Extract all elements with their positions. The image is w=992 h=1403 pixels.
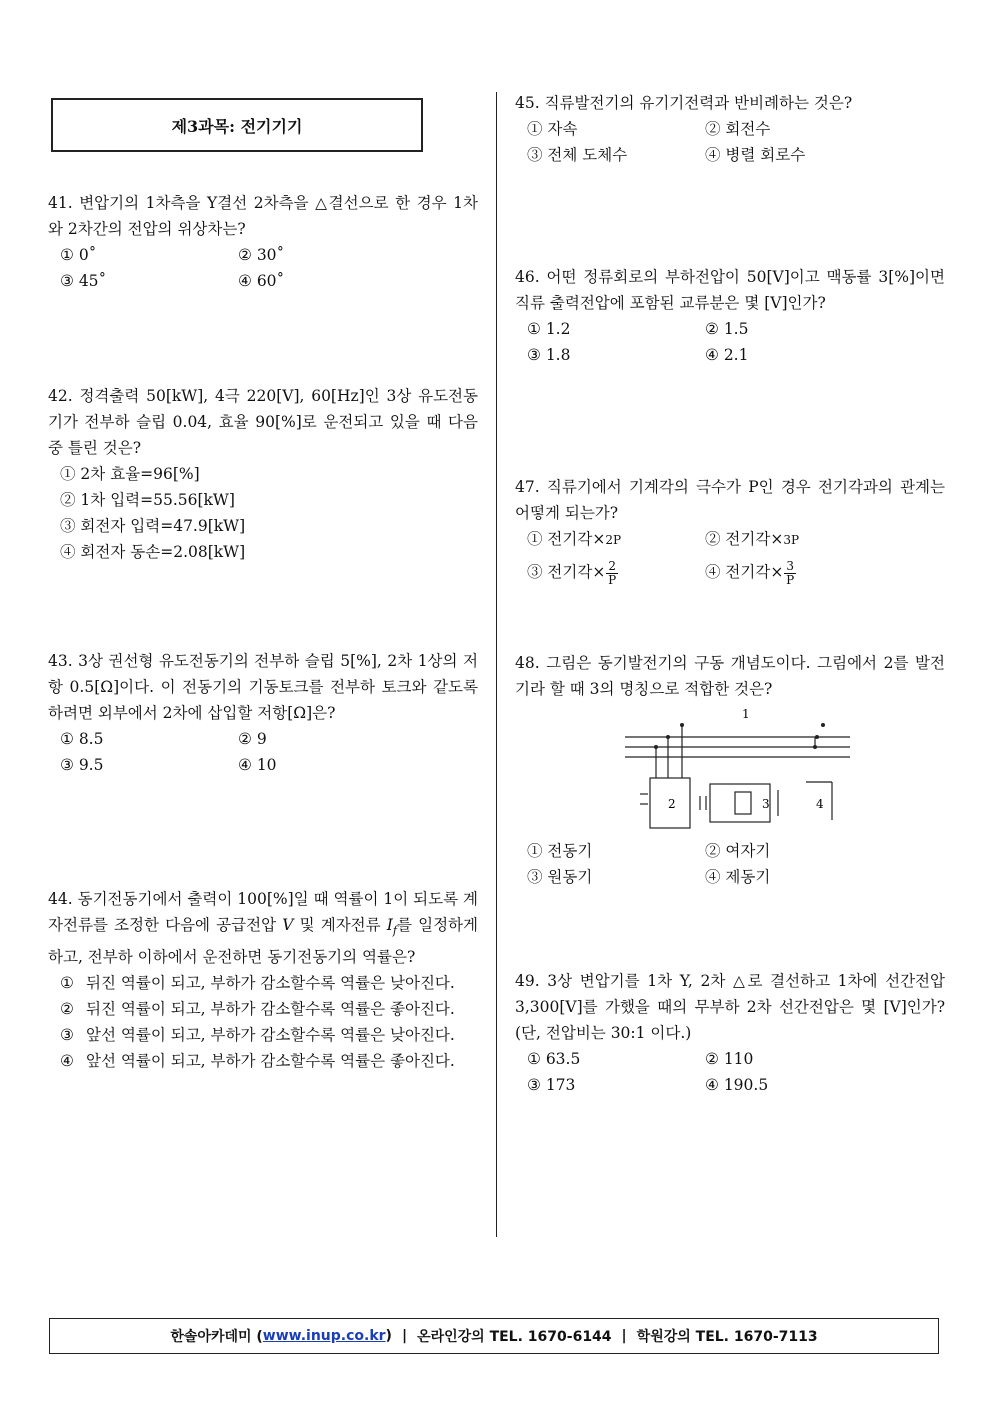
- question-text: 46. 어떤 정류회로의 부하전압이 50[V]이고 맥동률 3[%]이면 직류 출력전압에 포함된 교류분은 몇 [V]인가?: [515, 268, 945, 312]
- question-41: [48, 190, 478, 294]
- option-2[interactable]: ② 1차 입력=55.56[kW]: [60, 491, 235, 509]
- question-49: [515, 968, 945, 1098]
- option-1[interactable]: ① 뒤진 역률이 되고, 부하가 감소할수록 역률은 낮아진다.: [60, 974, 455, 993]
- section-title: 제3과목: 전기기기: [51, 98, 423, 152]
- option-2[interactable]: ② 1.5: [705, 320, 749, 338]
- question-47: [515, 474, 945, 587]
- options: [60, 461, 478, 565]
- question-43: [48, 648, 478, 778]
- option-1[interactable]: ① 0˚: [60, 246, 97, 264]
- option-2[interactable]: ② 전기각×3P: [705, 530, 800, 548]
- option-3[interactable]: ③ 회전자 입력=47.9[kW]: [60, 517, 246, 535]
- offline-tel: 학원강의 TEL. 1670-7113: [636, 1329, 818, 1345]
- academy-link[interactable]: www.inup.co.kr: [262, 1328, 386, 1344]
- option-2[interactable]: ② 110: [705, 1050, 754, 1068]
- option-1[interactable]: ① 전기각×2P: [527, 530, 622, 548]
- option-3[interactable]: ③ 전체 도체수: [527, 146, 628, 164]
- options: [527, 1046, 945, 1098]
- question-44: [48, 886, 478, 1074]
- option-2[interactable]: ② 30˚: [238, 246, 285, 264]
- label-4: 4: [816, 797, 824, 811]
- option-2[interactable]: ② 9: [238, 730, 267, 748]
- generator-drive-diagram: [620, 700, 860, 830]
- question-text: [48, 886, 478, 970]
- option-3[interactable]: ③ 173: [527, 1076, 576, 1094]
- option-3[interactable]: ③ 원동기: [527, 868, 593, 886]
- option-3[interactable]: ③ 앞선 역률이 되고, 부하가 감소할수록 역률은 낮아진다.: [60, 1026, 455, 1045]
- question-46: [515, 264, 945, 368]
- option-1[interactable]: ① 1.2: [527, 320, 571, 338]
- option-4[interactable]: ④ 앞선 역률이 되고, 부하가 감소할수록 역률은 좋아진다.: [60, 1052, 455, 1071]
- option-1[interactable]: ① 63.5: [527, 1050, 581, 1068]
- question-text-a: 44. 동기전동기에서 출력이 100[%]일 때 역률이 1이 되도록 계자전류를 조정한 다음에 공급전압: [48, 890, 478, 934]
- column-divider: [496, 92, 497, 1237]
- field-current-symbol: $I_f$: [386, 916, 397, 938]
- options: [60, 242, 478, 294]
- question-text: 48. 그림은 동기발전기의 구동 개념도이다. 그림에서 2를 발전기라 할 때 3의 명칭으로 적합한 것은?: [515, 654, 945, 698]
- option-4[interactable]: ④ 병렬 회로수: [705, 146, 806, 164]
- options: [527, 838, 945, 890]
- question-text: 41. 변압기의 1차측을 Y결선 2차측을 △결선으로 한 경우 1차와 2차간의 전압의 위상차는?: [48, 194, 478, 238]
- options: [527, 526, 945, 587]
- option-1[interactable]: ① 전동기: [527, 842, 593, 860]
- option-3[interactable]: ③ 전기각× $\frac{2}{P}$: [527, 558, 617, 587]
- separator: |: [621, 1328, 627, 1344]
- question-text: 49. 3상 변압기를 1차 Y, 2차 △로 결선하고 1차에 선간전압 3,300[V]를 가했을 때의 무부하 2차 선간전압은 몇 [V]인가? (단, 전압비는 30:1 이다.): [515, 972, 945, 1042]
- question-text-b: 및 계자전류: [299, 916, 381, 934]
- question-text: 45. 직류발전기의 유기기전력과 반비례하는 것은?: [515, 94, 853, 112]
- question-text: 43. 3상 권선형 유도전동기의 전부하 슬립 5[%], 2차 1상의 저항 0.5[Ω]이다. 이 전동기의 기동토크를 전부하 토크와 같도록 하려면 외부에서 2차에 삽입할 저항[Ω]은?: [48, 652, 478, 722]
- option-3[interactable]: ③ 9.5: [60, 756, 104, 774]
- option-4[interactable]: ④ 전기각× $\frac{3}{P}$: [705, 558, 795, 587]
- options: [527, 316, 945, 368]
- option-2[interactable]: ② 회전수: [705, 120, 771, 138]
- online-tel: 온라인강의 TEL. 1670-6144: [417, 1329, 612, 1345]
- option-2[interactable]: ② 여자기: [705, 842, 771, 860]
- option-4[interactable]: ④ 190.5: [705, 1076, 769, 1094]
- question-text: 42. 정격출력 50[kW], 4극 220[V], 60[Hz]인 3상 유도전동기가 전부하 슬립 0.04, 효율 90[%]로 운전되고 있을 때 다음 중 틀린 것은?: [48, 387, 478, 457]
- option-4[interactable]: ④ 제동기: [705, 868, 771, 886]
- question-42: [48, 383, 478, 565]
- options: [60, 726, 478, 778]
- options: [527, 116, 945, 168]
- option-4[interactable]: ④ 10: [238, 756, 277, 774]
- label-2: 2: [668, 797, 676, 811]
- option-4[interactable]: ④ 60˚: [238, 272, 285, 290]
- option-3[interactable]: ③ 45˚: [60, 272, 107, 290]
- academy-name: 한솔아카데미 (: [170, 1329, 263, 1345]
- footer-banner: 한솔아카데미 ( www.inup.co.kr ) | 온라인강의 TEL. 1670-6144 | 학원강의 TEL. 1670-7113: [49, 1318, 939, 1354]
- option-4[interactable]: ④ 2.1: [705, 346, 749, 364]
- voltage-symbol: V: [282, 916, 294, 934]
- option-1[interactable]: ① 자속: [527, 120, 578, 138]
- question-text-c: 를 일정하게 하고, 전부하 이하에서 운전하면 동기전동기의 역률은?: [48, 916, 478, 967]
- option-1[interactable]: ① 2차 효율=96[%]: [60, 465, 200, 483]
- label-3: 3: [762, 797, 770, 811]
- separator: |: [401, 1328, 408, 1344]
- option-3[interactable]: ③ 1.8: [527, 346, 571, 364]
- option-4[interactable]: ④ 회전자 동손=2.08[kW]: [60, 543, 246, 561]
- label-1: 1: [742, 707, 750, 721]
- option-2[interactable]: ② 뒤진 역률이 되고, 부하가 감소할수록 역률은 좋아진다.: [60, 1000, 455, 1019]
- question-45: [515, 90, 945, 168]
- question-text: 47. 직류기에서 기계각의 극수가 P인 경우 전기각과의 관계는 어떻게 되는가?: [515, 478, 945, 522]
- option-1[interactable]: ① 8.5: [60, 730, 104, 748]
